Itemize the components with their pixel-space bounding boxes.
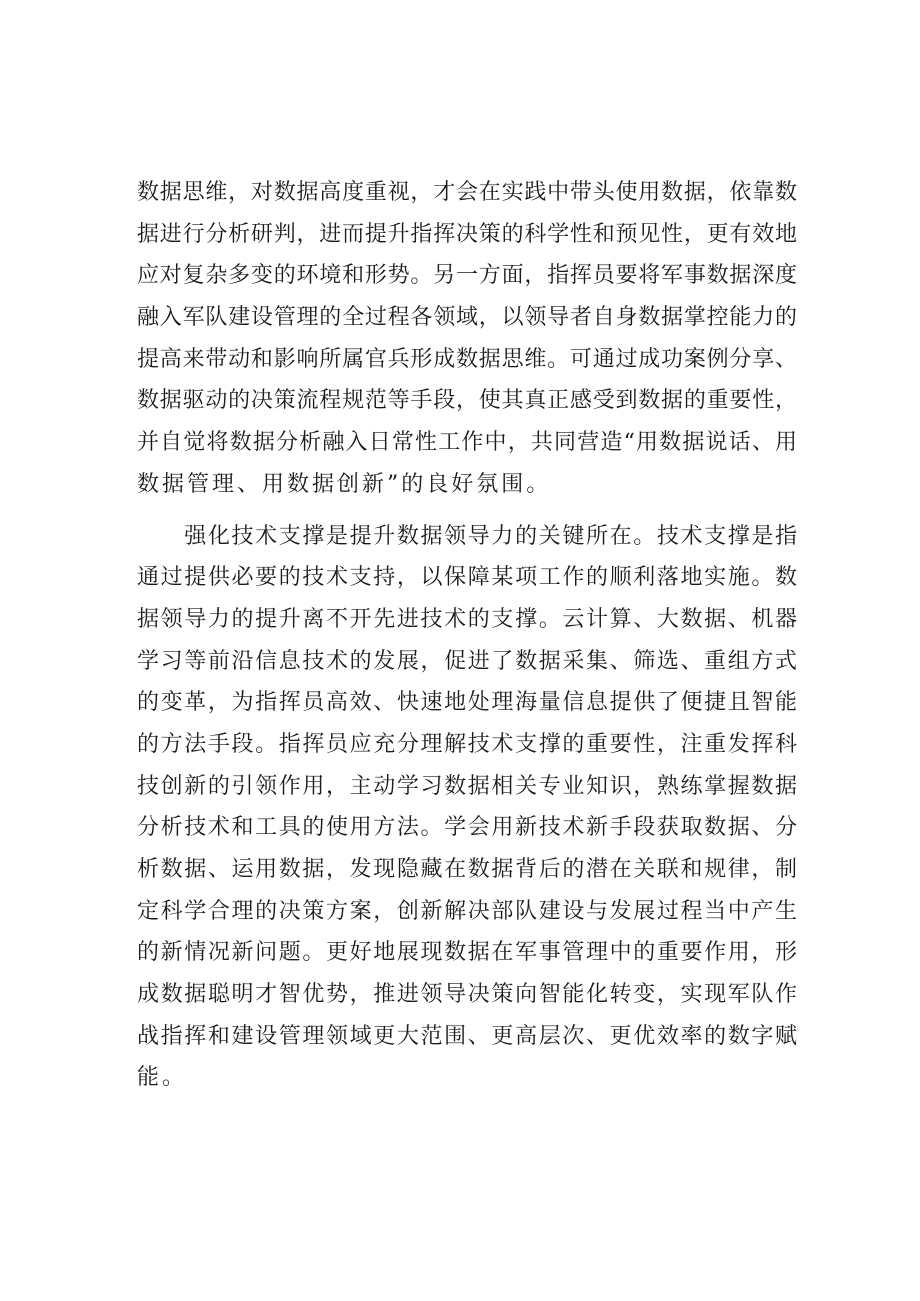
text-line: 能。 xyxy=(137,1065,188,1091)
text-line: 应对复杂多变的环境和形势。另一方面，指挥员要将军事数据深度 xyxy=(137,263,797,289)
text-line: 技创新的引领作用，主动学习数据相关专业知识，熟练掌握数据 xyxy=(137,773,797,799)
text-line: 的方法手段。指挥员应充分理解技术支撑的重要性，注重发挥科 xyxy=(137,731,797,757)
text-line: 战指挥和建设管理领域更大范围、更高层次、更优效率的数字赋 xyxy=(137,1023,797,1049)
text-line: 学习等前沿信息技术的发展，促进了数据采集、筛选、重组方式 xyxy=(137,648,797,674)
text-line: 提高来带动和影响所属官兵形成数据思维。可通过成功案例分享、 xyxy=(137,346,797,372)
text-line: 据进行分析研判，进而提升指挥决策的科学性和预见性，更有效地 xyxy=(137,221,797,247)
text-line: 分析技术和工具的使用方法。学会用新技术新手段获取数据、分 xyxy=(137,815,797,841)
text-line: 通过提供必要的技术支持，以保障某项工作的顺利落地实施。数 xyxy=(137,565,797,591)
text-line: 成数据聪明才智优势，推进领导决策向智能化转变，实现军队作 xyxy=(137,982,797,1008)
text-line: 数据思维，对数据高度重视，才会在实践中带头使用数据，依靠数 xyxy=(137,180,797,205)
text-line: 强化技术支撑是提升数据领导力的关键所在。技术支撑是指 xyxy=(137,523,797,549)
text-line: 据领导力的提升离不开先进技术的支撑。云计算、大数据、机器 xyxy=(137,606,797,632)
paragraph-spacing xyxy=(137,506,797,516)
text-line: 的新情况新问题。更好地展现数据在军事管理中的重要作用，形 xyxy=(137,940,797,966)
text-line: 定科学合理的决策方案，创新解决部队建设与发展过程当中产生 xyxy=(137,898,797,924)
paragraph-2 xyxy=(137,516,797,1100)
text-line: 并自觉将数据分析融入日常性工作中，共同营造“用数据说话、用 xyxy=(137,430,797,456)
paragraph-1 xyxy=(137,172,797,506)
document-page xyxy=(137,172,797,1099)
text-line: 析数据、运用数据，发现隐藏在数据背后的潜在关联和规律，制 xyxy=(137,857,797,882)
text-line: 的变革，为指挥员高效、快速地处理海量信息提供了便捷且智能 xyxy=(137,690,797,716)
text-line: 数据驱动的决策流程规范等手段，使其真正感受到数据的重要性， xyxy=(137,388,797,414)
text-line: 融入军队建设管理的全过程各领域，以领导者自身数据掌控能力的 xyxy=(137,305,797,331)
text-line: 数据管理、用数据创新”的良好氛围。 xyxy=(137,471,552,497)
